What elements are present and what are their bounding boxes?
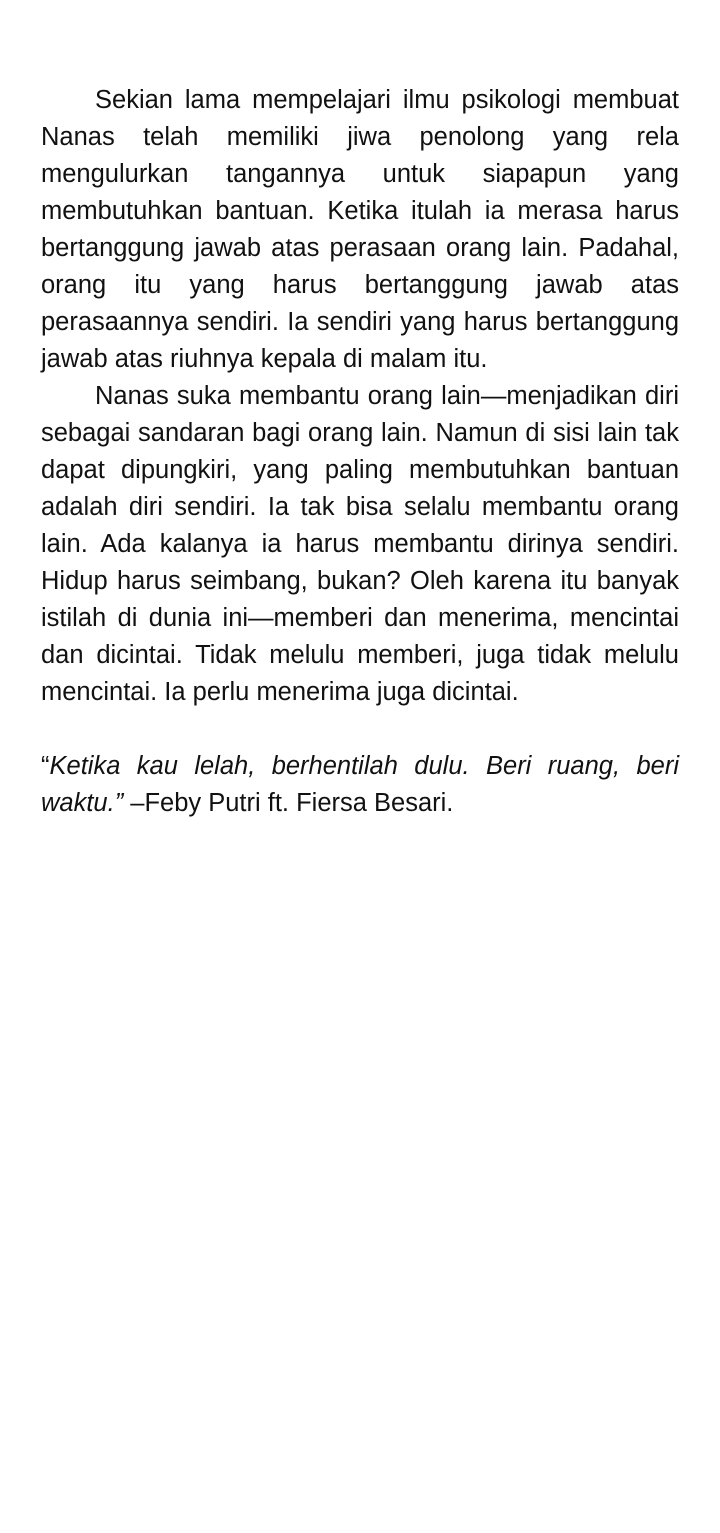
- body-paragraph-2: Nanas suka membantu orang lain—menjadikan diri sebagai sandaran bagi orang lain. Namun di sisi lain tak dapat dipungkiri, yang paling membutuhkan bantuan adalah diri sendiri. Ia tak bisa selalu membantu orang lain. Ada kalanya ia harus membantu dirinya sendiri. Hidup harus seimbang, bukan? Oleh karena itu banyak istilah di dunia ini—memberi dan menerima, mencintai dan dicintai. Tidak melulu memberi, juga tidak melulu mencintai. Ia perlu menerima juga dicintai.: [41, 382, 679, 706]
- quote-open-mark: “: [41, 752, 50, 780]
- quote-block: [41, 748, 679, 822]
- document-page: [41, 82, 679, 822]
- body-paragraph-1: Sekian lama mempelajari ilmu psikologi membuat Nanas telah memiliki jiwa penolong yang rela mengulurkan tangannya untuk siapapun yang membutuhkan bantuan. Ketika itulah ia merasa harus bertanggung jawab atas perasaan orang lain. Padahal, orang itu yang harus bertanggung jawab atas perasaannya sendiri. Ia sendiri yang harus bertanggung jawab atas riuhnya kepala di malam itu.: [41, 86, 679, 373]
- quote-text: Ketika kau lelah, berhentilah dulu. Beri ruang, beri waktu.”: [41, 752, 679, 817]
- quote-attribution: –Feby Putri ft. Fiersa Besari.: [123, 789, 454, 817]
